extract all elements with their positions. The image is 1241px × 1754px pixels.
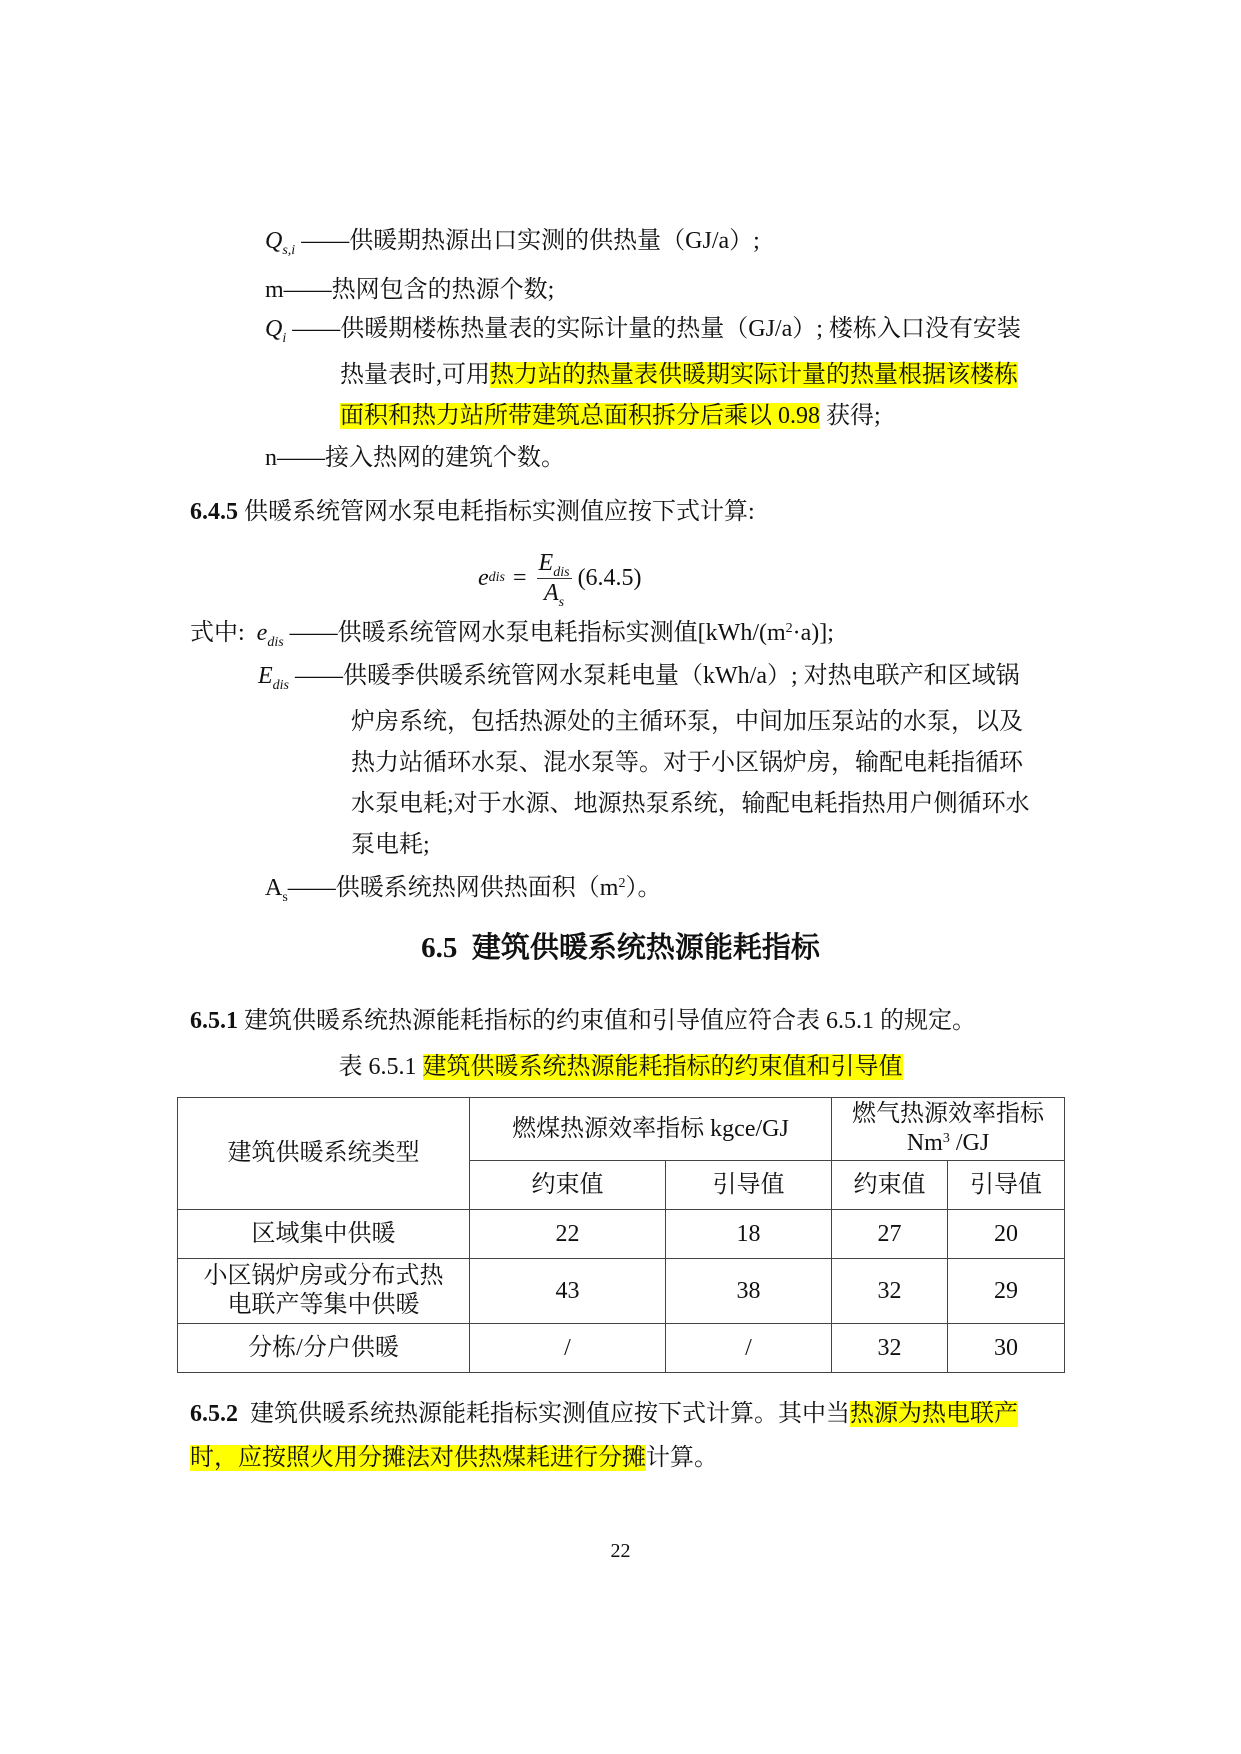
def-n <box>265 443 565 473</box>
cell-coal-guide: 38 <box>666 1259 832 1324</box>
cell-type-line1: 小区锅炉房或分布式热 <box>203 1263 444 1289</box>
plain-text: 获得; <box>820 403 881 429</box>
dash: —— <box>289 620 338 646</box>
clause-number: 6.4.5 <box>190 499 238 525</box>
symbol-E: E <box>258 663 273 689</box>
symbol-m: m <box>265 277 284 303</box>
def-text-after: ·a)]; <box>792 620 834 646</box>
numerator-sub: dis <box>553 565 570 580</box>
unit-gj: /GJ <box>949 1130 990 1156</box>
def-edis <box>190 618 834 648</box>
def-Edis-cont-1: 炉房系统，包括热源处的主循环泵，中间加压泵站的水泵，以及 <box>351 709 1023 735</box>
table-row <box>178 1259 1065 1324</box>
def-text-after: ）。 <box>625 875 662 901</box>
formula-lhs: e <box>478 564 489 591</box>
table-row <box>178 1324 1065 1373</box>
dash: —— <box>292 316 341 342</box>
section-number: 6.5 <box>421 932 458 964</box>
def-text: 供暖季供暖系统管网水泵耗电量（kWh/a）; 对热电联产和区域锅 <box>343 663 1020 689</box>
cell-coal-constraint: / <box>470 1324 666 1373</box>
formula-tag: (6.4.5) <box>577 564 642 591</box>
header-type: 建筑供暖系统类型 <box>178 1098 470 1210</box>
dash: —— <box>287 875 336 901</box>
header-gas-line2 <box>832 1129 1064 1158</box>
table-header-row <box>178 1098 1065 1161</box>
cell-gas-constraint: 32 <box>832 1324 948 1373</box>
clause-652 <box>190 1399 1018 1429</box>
subscript: i <box>282 331 287 346</box>
highlighted-text: 热源为热电联产 <box>850 1401 1018 1427</box>
dash: —— <box>277 445 325 471</box>
cell-coal-constraint: 43 <box>470 1259 666 1324</box>
formula-denominator <box>543 579 565 610</box>
def-As <box>265 873 661 903</box>
def-qi <box>265 314 1021 344</box>
dash: —— <box>283 277 332 303</box>
symbol-q: Q <box>265 316 283 342</box>
def-qi-line3 <box>340 401 881 431</box>
formula-equals: = <box>513 564 527 591</box>
symbol-A: A <box>265 875 283 901</box>
section-title: 建筑供暖系统热源能耗指标 <box>471 932 820 964</box>
def-Edis <box>258 661 1020 691</box>
def-Edis-cont-2: 热力站循环水泵、混水泵等。对于小区锅炉房，输配电耗指循环 <box>351 750 1023 776</box>
cell-gas-guide: 30 <box>948 1324 1065 1373</box>
subscript: dis <box>272 678 290 693</box>
def-qi-line2 <box>340 360 1018 390</box>
numerator-symbol: E <box>538 550 554 576</box>
cell-gas-constraint: 32 <box>832 1259 948 1324</box>
def-qsi <box>265 226 760 256</box>
clause-number: 6.5.2 <box>190 1401 238 1427</box>
dash: —— <box>301 228 350 254</box>
subheader-gas-constraint: 约束值 <box>832 1161 948 1210</box>
clause-text-end: 计算。 <box>646 1445 718 1471</box>
cell-type: 区域集中供暖 <box>178 1210 470 1259</box>
def-text: 供暖期热源出口实测的供热量（GJ/a）; <box>349 228 760 254</box>
formula-fraction <box>537 549 572 610</box>
cell-type: 分栋/分户供暖 <box>178 1324 470 1373</box>
superscript: 2 <box>618 876 626 891</box>
subheader-coal-constraint: 约束值 <box>470 1161 666 1210</box>
superscript: 2 <box>785 621 793 636</box>
def-text: 供暖系统热网供热面积（m <box>335 875 619 901</box>
subheader-gas-guide: 引导值 <box>948 1161 1065 1210</box>
cell-coal-constraint: 22 <box>470 1210 666 1259</box>
table-row <box>178 1210 1065 1259</box>
symbol-n: n <box>265 445 277 471</box>
where-prefix: 式中: <box>190 620 245 646</box>
clause-text: 供暖系统管网水泵电耗指标实测值应按下式计算: <box>238 499 755 525</box>
subscript: dis <box>267 635 284 650</box>
energy-index-table <box>177 1097 1065 1373</box>
highlighted-text: 时，应按照火用分摊法对供热煤耗进行分摊 <box>190 1445 646 1471</box>
caption-prefix: 表 6.5.1 <box>338 1054 423 1080</box>
page-number: 22 <box>610 1540 631 1562</box>
subscript: s <box>282 890 288 905</box>
def-text: 供暖系统管网水泵电耗指标实测值[kWh/(m <box>337 620 786 646</box>
clause-652-line2 <box>190 1443 718 1473</box>
def-text: 接入热网的建筑个数。 <box>325 445 565 471</box>
clause-number: 6.5.1 <box>190 1008 238 1034</box>
clause-text: 建筑供暖系统热源能耗指标的约束值和引导值应符合表 6.5.1 的规定。 <box>238 1008 976 1034</box>
denominator-symbol: A <box>543 580 559 606</box>
caption-title: 建筑供暖系统热源能耗指标的约束值和引导值 <box>422 1054 903 1080</box>
cell-type-line2: 电联产等集中供暖 <box>227 1292 420 1318</box>
cell-coal-guide: / <box>666 1324 832 1373</box>
def-Edis-cont-3: 水泵电耗;对于水源、地源热泵系统，输配电耗指热用户侧循环水 <box>351 791 1030 817</box>
formula-numerator <box>537 549 572 579</box>
denominator-sub: s <box>558 595 565 610</box>
def-text: 供暖期楼栋热量表的实际计量的热量（GJ/a）; 楼栋入口没有安装 <box>340 316 1021 342</box>
def-m <box>265 275 554 305</box>
cell-coal-guide: 18 <box>666 1210 832 1259</box>
unit-nm: Nm <box>906 1130 943 1156</box>
cell-type <box>178 1259 470 1324</box>
symbol-q: Q <box>265 228 283 254</box>
header-coal: 燃煤热源效率指标 kgce/GJ <box>470 1098 832 1161</box>
clause-651 <box>190 1006 976 1036</box>
header-gas-line1: 燃气热源效率指标 <box>852 1101 1044 1127</box>
def-text: 热网包含的热源个数; <box>331 277 555 303</box>
clause-645 <box>190 497 755 527</box>
subscript: s,i <box>282 243 296 258</box>
dash: —— <box>295 663 344 689</box>
clause-text: 建筑供暖系统热源能耗指标实测值应按下式计算。其中当 <box>238 1401 850 1427</box>
table-caption <box>0 1052 1241 1082</box>
symbol-e: e <box>256 620 268 646</box>
unit-sup: 3 <box>942 1131 950 1146</box>
cell-gas-constraint: 27 <box>832 1210 948 1259</box>
cell-gas-guide: 20 <box>948 1210 1065 1259</box>
formula-645: e dis = $\frac{E_{dis}}{A_s}$ (6.4.5) <box>478 550 642 610</box>
highlighted-text: 面积和热力站所带建筑总面积拆分后乘以 0.98 <box>340 403 820 429</box>
highlighted-text: 热力站的热量表供暖期实际计量的热量根据该楼栋 <box>490 362 1018 388</box>
cell-gas-guide: 29 <box>948 1259 1065 1324</box>
subheader-coal-guide: 引导值 <box>666 1161 832 1210</box>
header-gas <box>832 1098 1065 1161</box>
section-heading <box>0 930 1241 966</box>
plain-text: 热量表时,可用 <box>340 362 490 388</box>
def-Edis-cont-4: 泵电耗; <box>351 832 430 858</box>
